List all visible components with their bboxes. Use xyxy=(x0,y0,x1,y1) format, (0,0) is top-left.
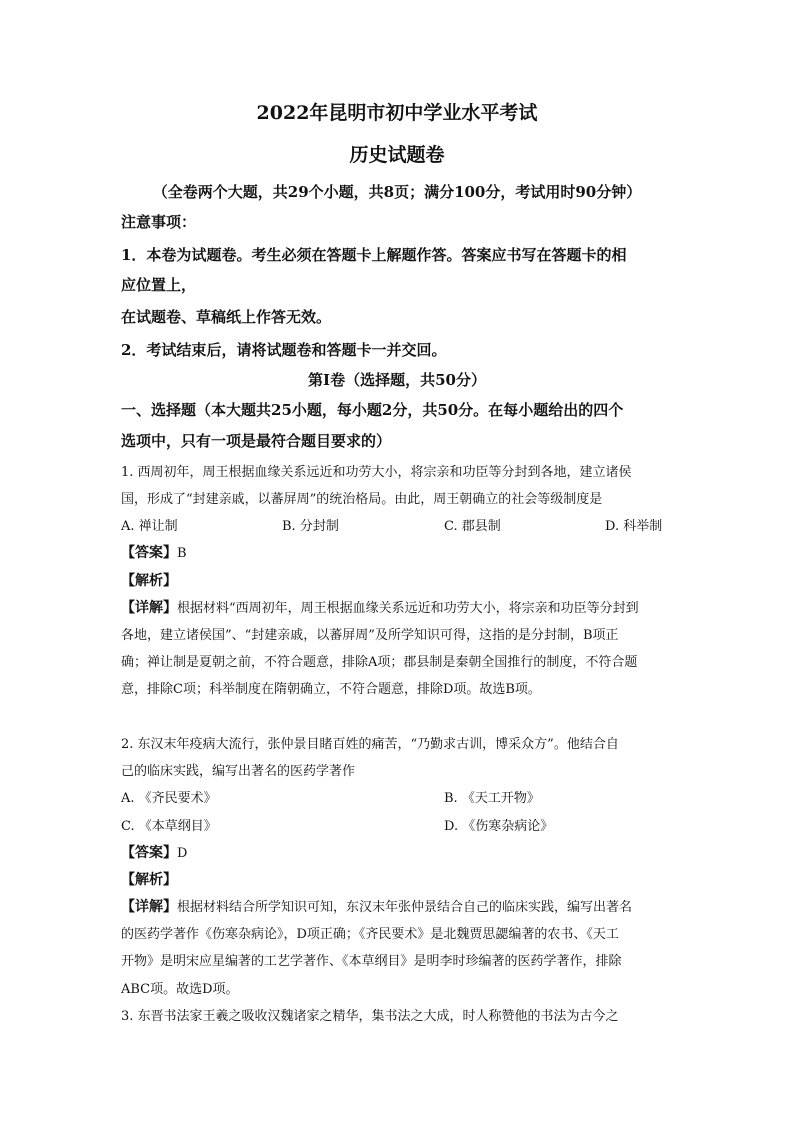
section-intro-cont: 选项中，只有一项是最符合题目要求的） xyxy=(121,432,392,450)
question-1-detail-cont2: 确；禅让制是夏朝之前，不符合题意，排除A项；郡县制是秦朝全国推行的制度，不符合题 xyxy=(121,655,638,670)
note-item-1-cont2: 在试题卷、草稿纸上作答无效。 xyxy=(121,308,332,326)
question-1-option-a: A. 禅让制 xyxy=(121,519,178,534)
question-2-stem-cont: 己的临床实践，编写出著名的医药学著作 xyxy=(121,764,356,779)
question-2-option-b: B. 《天工开物》 xyxy=(444,791,540,806)
question-1-option-d: D. 科举制 xyxy=(605,519,663,534)
question-1-detail: 【详解】根据材料“西周初年，周王根据血缘关系远近和功劳大小，将宗亲和功臣等分封到 xyxy=(121,600,639,616)
question-1-stem: 1. 西周初年，周王根据血缘关系远近和功劳大小，将宗亲和功臣等分封到各地，建立诸侯 xyxy=(121,465,632,480)
question-2-detail-cont2: 开物》是明宋应星编著的工艺学著作、《本草纲目》是明李时珍编著的医药学著作，排除 xyxy=(121,954,622,969)
question-1-detail-cont3: 意，排除C项；科举制度在隋朝确立，不符合题意，排除D项。故选B项。 xyxy=(121,682,541,697)
notes-heading: 注意事项： xyxy=(121,213,197,231)
detail-label: 【详解】 xyxy=(121,899,177,915)
analysis-label: 【解析】 xyxy=(121,573,177,589)
question-2-option-c: C. 《本草纲目》 xyxy=(121,819,217,834)
note-item-1-cont: 应位置上， xyxy=(121,276,197,294)
note-item-2: 2．考试结束后，请将试题卷和答题卡一并交回。 xyxy=(121,341,447,359)
analysis-label: 【解析】 xyxy=(121,872,177,888)
question-2-detail-cont: 的医药学著作《伤寒杂病论》，D项正确；《齐民要术》是北魏贾思勰编著的农书、《天工 xyxy=(121,927,619,942)
answer-label: 【答案】 xyxy=(121,545,177,561)
question-3-stem: 3. 东晋书法家王羲之吸收汉魏诸家之精华，集书法之大成，时人称赞他的书法为古今之 xyxy=(121,1009,619,1024)
detail-label: 【详解】 xyxy=(121,600,177,616)
answer-value: B xyxy=(177,546,187,561)
question-1-answer xyxy=(121,542,681,562)
question-2-answer xyxy=(121,842,681,862)
question-1-detail-cont: 各地，建立诸侯国”、“封建亲戚，以蕃屏周”及所学知识可得，这指的是分封制，B项正 xyxy=(121,628,619,643)
question-2-analysis xyxy=(121,869,681,889)
question-2-option-a: A. 《齐民要术》 xyxy=(121,791,217,806)
question-2-option-d: D. 《伤寒杂病论》 xyxy=(444,819,554,834)
section-title: 第Ⅰ卷（选择题，共50分） xyxy=(308,371,486,389)
question-1-option-b: B. 分封制 xyxy=(282,519,339,534)
page-subtitle: 历史试题卷 xyxy=(349,144,445,166)
answer-label: 【答案】 xyxy=(121,845,177,861)
section-intro: 一、选择题（本大题共25小题，每小题2分，共50分。在每小题给出的四个 xyxy=(121,401,624,419)
question-2-stem: 2. 东汉末年疫病大流行，张仲景目睹百姓的痛苦，“乃勤求古训，博采众方”。他结合自 xyxy=(121,737,619,752)
page-title: 2022年昆明市初中学业水平考试 xyxy=(256,102,538,124)
question-1-stem-cont: 国，形成了“封建亲戚，以蕃屏周”的统治格局。由此，周王朝确立的社会等级制度是 xyxy=(121,492,603,507)
answer-value: D xyxy=(177,846,188,861)
note-item-1: 1．本卷为试题卷。考生必须在答题卡上解题作答。答案应书写在答题卡的相 xyxy=(121,246,627,264)
exam-info: （全卷两个大题，共29个小题，共8页；满分100分，考试用时90分钟） xyxy=(152,183,642,201)
question-1-analysis xyxy=(121,570,681,590)
question-1-option-c: C. 郡县制 xyxy=(444,519,501,534)
question-2-detail-cont3: ABC项。故选D项。 xyxy=(121,982,239,997)
question-2-detail: 【详解】根据材料结合所学知识可知，东汉末年张仲景结合自己的临床实践，编写出著名 xyxy=(121,899,633,915)
